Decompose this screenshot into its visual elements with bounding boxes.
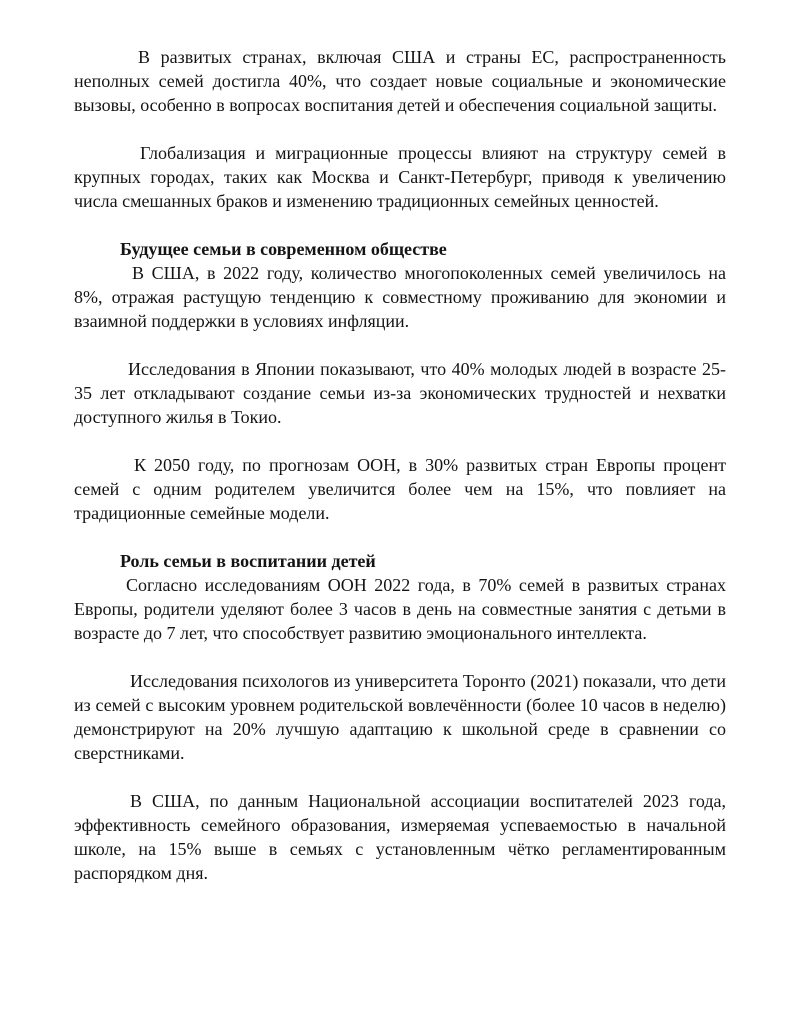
section2-paragraph-2: Исследования психологов из университета Торонто (2021) показали, что дети из семей с высоким уровнем родительской вовлечённости (более 10 часов в неделю) демонстрируют на 20% лучшую адаптацию к школьной среде в сравнении со сверстниками. [74, 671, 726, 763]
intro-paragraph-2: Глобализация и миграционные процессы влияют на структуру семей в крупных городах, таких как Москва и Санкт-Петербург, приводя к увеличению числа смешанных браков и изменению традиционных семейных ценностей. [74, 143, 726, 211]
section-heading-family-future: Будущее семьи в современном обществе [120, 239, 447, 259]
section1-paragraph-3: К 2050 году, по прогнозам ООН, в 30% развитых стран Европы процент семей с одним родителем увеличится более чем на 15%, что повлияет на традиционные семейные модели. [74, 455, 726, 523]
paragraph-gap [74, 429, 726, 453]
paragraph-gap [74, 333, 726, 357]
section-heading-family-role: Роль семьи в воспитании детей [120, 551, 376, 571]
paragraph-gap [74, 645, 726, 669]
intro-paragraph-1: В развитых странах, включая США и страны ЕС, распространенность неполных семей достигла 40%, что создает новые социальные и экономические вызовы, особенно в вопросах воспитания детей и обеспечения социальной защиты. [74, 47, 726, 115]
paragraph-gap [74, 765, 726, 789]
section2-paragraph-3: В США, по данным Национальной ассоциации воспитателей 2023 года, эффективность семейного образования, измеряемая успеваемостью в начальной школе, на 15% выше в семьях с установленным чётко регламентированным распорядком дня. [74, 791, 726, 883]
paragraph-gap [74, 213, 726, 237]
section2-paragraph-1: Согласно исследованиям ООН 2022 года, в 70% семей в развитых странах Европы, родители уделяют более 3 часов в день на совместные занятия с детьми в возрасте до 7 лет, что способствует развитию эмоционального интеллекта. [74, 575, 726, 643]
section1-paragraph-1: В США, в 2022 году, количество многопоколенных семей увеличилось на 8%, отражая растущую тенденцию к совместному проживанию для экономии и взаимной поддержки в условиях инфляции. [74, 263, 726, 331]
section1-paragraph-2: Исследования в Японии показывают, что 40% молодых людей в возрасте 25-35 лет откладывают создание семьи из-за экономических трудностей и нехватки доступного жилья в Токио. [74, 359, 726, 427]
paragraph-gap [74, 525, 726, 549]
paragraph-gap [74, 117, 726, 141]
